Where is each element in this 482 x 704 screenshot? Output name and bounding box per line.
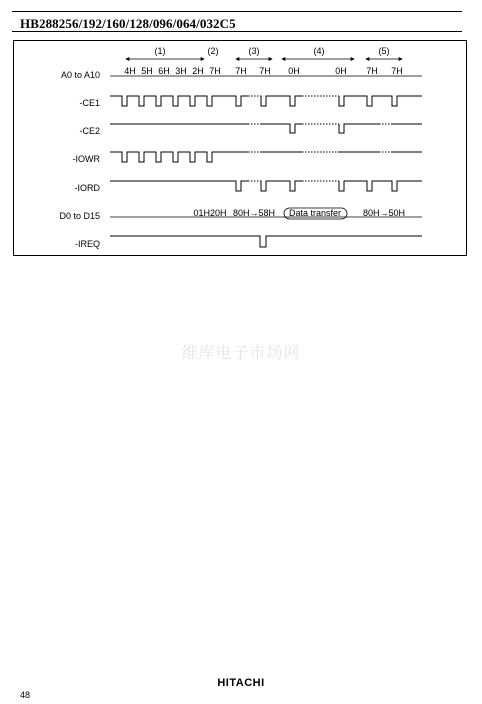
address-value: 0H	[335, 66, 347, 76]
signal-label-address: A0 to A10	[60, 70, 100, 80]
signal-label-data: D0 to D15	[59, 211, 100, 221]
data-bus-values	[193, 208, 405, 218]
watermark: 维库电子市场网	[181, 343, 301, 362]
address-value: 7H	[259, 66, 271, 76]
signal-label-iowr: -IOWR	[72, 154, 100, 164]
address-value: 2H	[192, 66, 204, 76]
page-number: 48	[20, 690, 31, 700]
ce2-waveform	[110, 124, 422, 133]
phase-markers	[126, 46, 402, 59]
address-value: 0H	[288, 66, 300, 76]
phase-label-5: (5)	[378, 46, 390, 56]
address-value: 7H	[235, 66, 247, 76]
address-value: 7H	[209, 66, 221, 76]
data-value-transfer: Data transfer	[288, 208, 342, 218]
timing-diagram	[13, 40, 467, 256]
header-bottom-rule	[12, 31, 462, 32]
signal-label-iord: -IORD	[74, 183, 100, 193]
header-top-rule	[12, 11, 462, 12]
data-value-status-1: 80H→58H	[232, 208, 276, 218]
iowr-waveform	[110, 152, 422, 162]
timing-diagram-canvas	[14, 41, 468, 257]
signal-label-ireq: -IREQ	[74, 239, 100, 249]
address-value: 3H	[175, 66, 187, 76]
address-value: 7H	[391, 66, 403, 76]
iord-waveform	[110, 181, 422, 191]
signal-label-ce1: -CE1	[79, 98, 100, 108]
ireq-waveform	[110, 236, 422, 247]
ce1-waveform	[110, 96, 422, 106]
phase-label-1: (1)	[154, 46, 166, 56]
address-value: 7H	[366, 66, 378, 76]
signal-labels	[59, 70, 100, 249]
phase-label-3: (3)	[248, 46, 260, 56]
address-value: 4H	[124, 66, 136, 76]
address-value: 5H	[141, 66, 153, 76]
hitachi-logo: HITACHI	[217, 677, 265, 689]
data-value-status-2: 80H→50H	[362, 208, 406, 218]
data-value-write: 01H20H	[193, 208, 227, 218]
address-value: 6H	[158, 66, 170, 76]
signal-label-ce2: -CE2	[79, 126, 100, 136]
phase-label-4: (4)	[313, 46, 325, 56]
address-values	[124, 66, 403, 76]
phase-label-2: (2)	[207, 46, 219, 56]
page-title: HB288256/192/160/128/096/064/032C5	[20, 16, 236, 31]
